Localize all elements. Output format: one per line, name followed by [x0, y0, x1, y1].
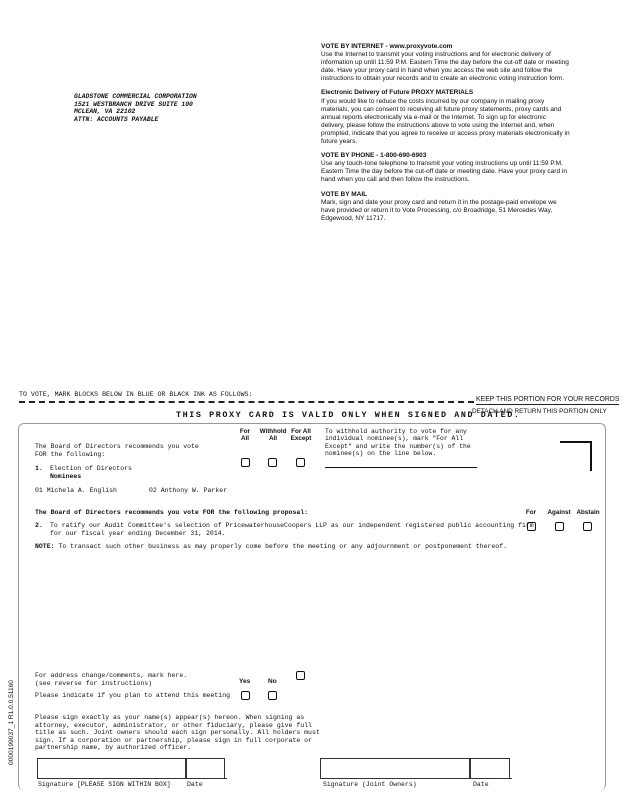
signing-instructions-line: attorney, executor, administrator, or other fiduciary, please give full — [35, 721, 312, 729]
directors-intro — [35, 443, 199, 458]
address-change-label — [35, 672, 187, 687]
ink-instruction: TO VOTE, MARK BLOCKS BELOW IN BLUE OR BLACK INK AS FOLLOWS: — [19, 391, 253, 398]
address-line: GLADSTONE COMMERCIAL CORPORATION — [74, 93, 197, 100]
vote-phone-section — [321, 152, 571, 184]
directors-intro-line: The Board of Directors recommends you vote — [35, 443, 199, 450]
joint-signature-box[interactable] — [320, 758, 471, 779]
keep-portion-label: KEEP THIS PORTION FOR YOUR RECORDS — [476, 396, 620, 403]
attend-no-checkbox[interactable] — [268, 691, 277, 700]
vote-internet-heading: VOTE BY INTERNET - www.proxyvote.com — [321, 43, 453, 50]
nominee-1: 01 Michela A. English — [35, 487, 117, 494]
joint-signature-underline — [320, 778, 512, 779]
item2-for-checkbox[interactable] — [527, 522, 536, 531]
for-all-except-checkbox[interactable] — [296, 458, 305, 467]
vote-phone-heading: VOTE BY PHONE - 1-800-690-6903 — [321, 152, 427, 160]
address-line: ATTN: ACCOUNTS PAYABLE — [74, 115, 159, 123]
withhold-instructions-line: To withhold authority to vote for any — [325, 428, 467, 435]
item1-label — [50, 465, 132, 480]
vote-mail-body: Mark, sign and date your proxy card and return it in the postage-paid envelope we have provided or return it to Vote Processing, c/o Broadridge, 51 Mercedes Way, Edgewood, NY 11717. — [321, 198, 557, 222]
item2-abstain-checkbox[interactable] — [583, 522, 592, 531]
address-change-line: (see reverse for instructions) — [35, 679, 153, 687]
mailing-address — [74, 93, 197, 123]
signature-date-box[interactable] — [185, 758, 225, 779]
date-label: Date — [187, 781, 203, 788]
vote-phone-body: Use any touch-tone telephone to transmit your voting instructions up until 11:59 P.M. Eastern Time the day before the cut-off date or meeting date. Have your proxy card in hand when you call and then follow the instructions. — [321, 160, 567, 184]
item2-text — [50, 522, 534, 537]
item2-number: 2. — [35, 522, 43, 529]
signing-instructions — [35, 714, 320, 752]
col-header-for: For — [525, 509, 537, 516]
signing-instructions-line: Please sign exactly as your name(s) appear(s) hereon. When signing as — [35, 714, 305, 721]
vote-mail-section — [321, 191, 571, 223]
valid-notice: THIS PROXY CARD IS VALID ONLY WHEN SIGNED AND DATED. — [176, 410, 521, 420]
withhold-all-checkbox[interactable] — [268, 458, 277, 467]
yes-label: Yes — [239, 678, 251, 685]
detach-return-label: DETACH AND RETURN THIS PORTION ONLY — [472, 408, 607, 415]
col-header-line: All — [268, 435, 278, 443]
withhold-instructions-line: individual nominee(s), mark "For All — [325, 435, 464, 443]
address-line: 1521 WESTBRANCH DRIVE SUITE 100 — [74, 100, 193, 108]
proposal-intro: The Board of Directors recommends you vote FOR the following proposal: — [35, 509, 309, 516]
detach-line — [19, 401, 474, 403]
item1-nominees-heading: Nominees — [50, 472, 82, 480]
col-header-for-all — [231, 428, 259, 443]
joint-signature-date-box[interactable] — [469, 758, 510, 779]
col-header-line: For All — [291, 428, 311, 435]
signature-underline — [37, 778, 227, 779]
address-change-line: For address change/comments, mark here. — [35, 672, 188, 679]
electronic-delivery-heading: Electronic Delivery of Future PROXY MATERIALS — [321, 89, 474, 97]
joint-signature-label: Signature (Joint Owners) — [323, 781, 417, 788]
withhold-instructions — [325, 428, 471, 457]
col-header-line: For — [239, 428, 251, 435]
vote-internet-section — [321, 43, 571, 83]
item2-against-checkbox[interactable] — [555, 522, 564, 531]
note — [35, 543, 507, 551]
vote-internet-body: Use the Internet to transmit your voting instructions and for electronic delivery of information up until 11:59 P.M. Eastern Time the day before the cut-off date or meeting date. Have your proxy card in hand when you access the web site and follow the instructions to obtain your records and to create an electronic voting instruction form. — [321, 51, 569, 83]
signature-box[interactable] — [37, 758, 187, 779]
item1-number: 1. — [35, 465, 43, 472]
nominee-2: 02 Anthony W. Parker — [149, 487, 228, 494]
col-header-line: All — [240, 435, 250, 443]
col-header-withhold-all — [256, 428, 290, 443]
electronic-delivery-body: If you would like to reduce the costs incurred by our company in mailing proxy materials, you can consent to receiving all future proxy statements, proxy cards and annual reports electronically via e-mail or the Internet. To sign up for electronic delivery, please follow the instructions above to vote using the Internet and, when prompted, indicate that you agree to receive or access proxy materials electronically in future years. — [321, 97, 570, 146]
item1-title: Election of Directors — [50, 465, 132, 472]
joint-date-label: Date — [473, 781, 489, 788]
electronic-delivery-section — [321, 89, 571, 146]
no-label: No — [268, 678, 277, 685]
signing-instructions-line: partnership name, by authorized officer. — [35, 744, 192, 752]
signature-label: Signature [PLEASE SIGN WITHIN BOX] — [38, 781, 171, 788]
for-all-checkbox[interactable] — [241, 458, 250, 467]
address-line: MCLEAN, VA 22102 — [74, 108, 136, 116]
attend-label: Please indicate if you plan to attend this meeting — [35, 692, 231, 699]
document-control-code: 0000199037_1 R1.0.0.51160 — [8, 680, 15, 765]
note-text: To transact such other business as may properly come before the meeting or any adjournment or postponement thereof. — [54, 543, 507, 550]
col-header-abstain: Abstain — [576, 509, 600, 516]
attend-yes-checkbox[interactable] — [241, 691, 250, 700]
col-header-against: Against — [547, 509, 571, 516]
signing-instructions-line: title as such. Joint owners should each sign personally. All holders must — [35, 729, 320, 737]
except-nominee-write-line[interactable] — [325, 467, 477, 468]
item2-text-line: for our fiscal year ending December 31, 2014. — [50, 529, 226, 537]
note-label: NOTE: — [35, 543, 55, 550]
corner-mark — [560, 441, 592, 471]
col-header-line: Except — [290, 435, 312, 443]
col-header-line: Withhold — [259, 428, 287, 435]
directors-intro-line: FOR the following: — [35, 450, 106, 458]
voting-methods — [321, 43, 571, 229]
withhold-instructions-line: Except" and write the number(s) of the — [325, 442, 471, 450]
vote-mail-heading: VOTE BY MAIL — [321, 190, 368, 198]
address-change-checkbox[interactable] — [296, 671, 305, 680]
item2-text-line: To ratify our Audit Committee's selection of PricewaterhouseCoopers LLP as our independent registered public accounting firm — [50, 522, 534, 529]
col-header-for-all-except — [287, 428, 315, 443]
withhold-instructions-line: nominee(s) on the line below. — [325, 449, 437, 457]
signing-instructions-line: sign. If a corporation or partnership, please sign in full corporate or — [35, 736, 312, 744]
